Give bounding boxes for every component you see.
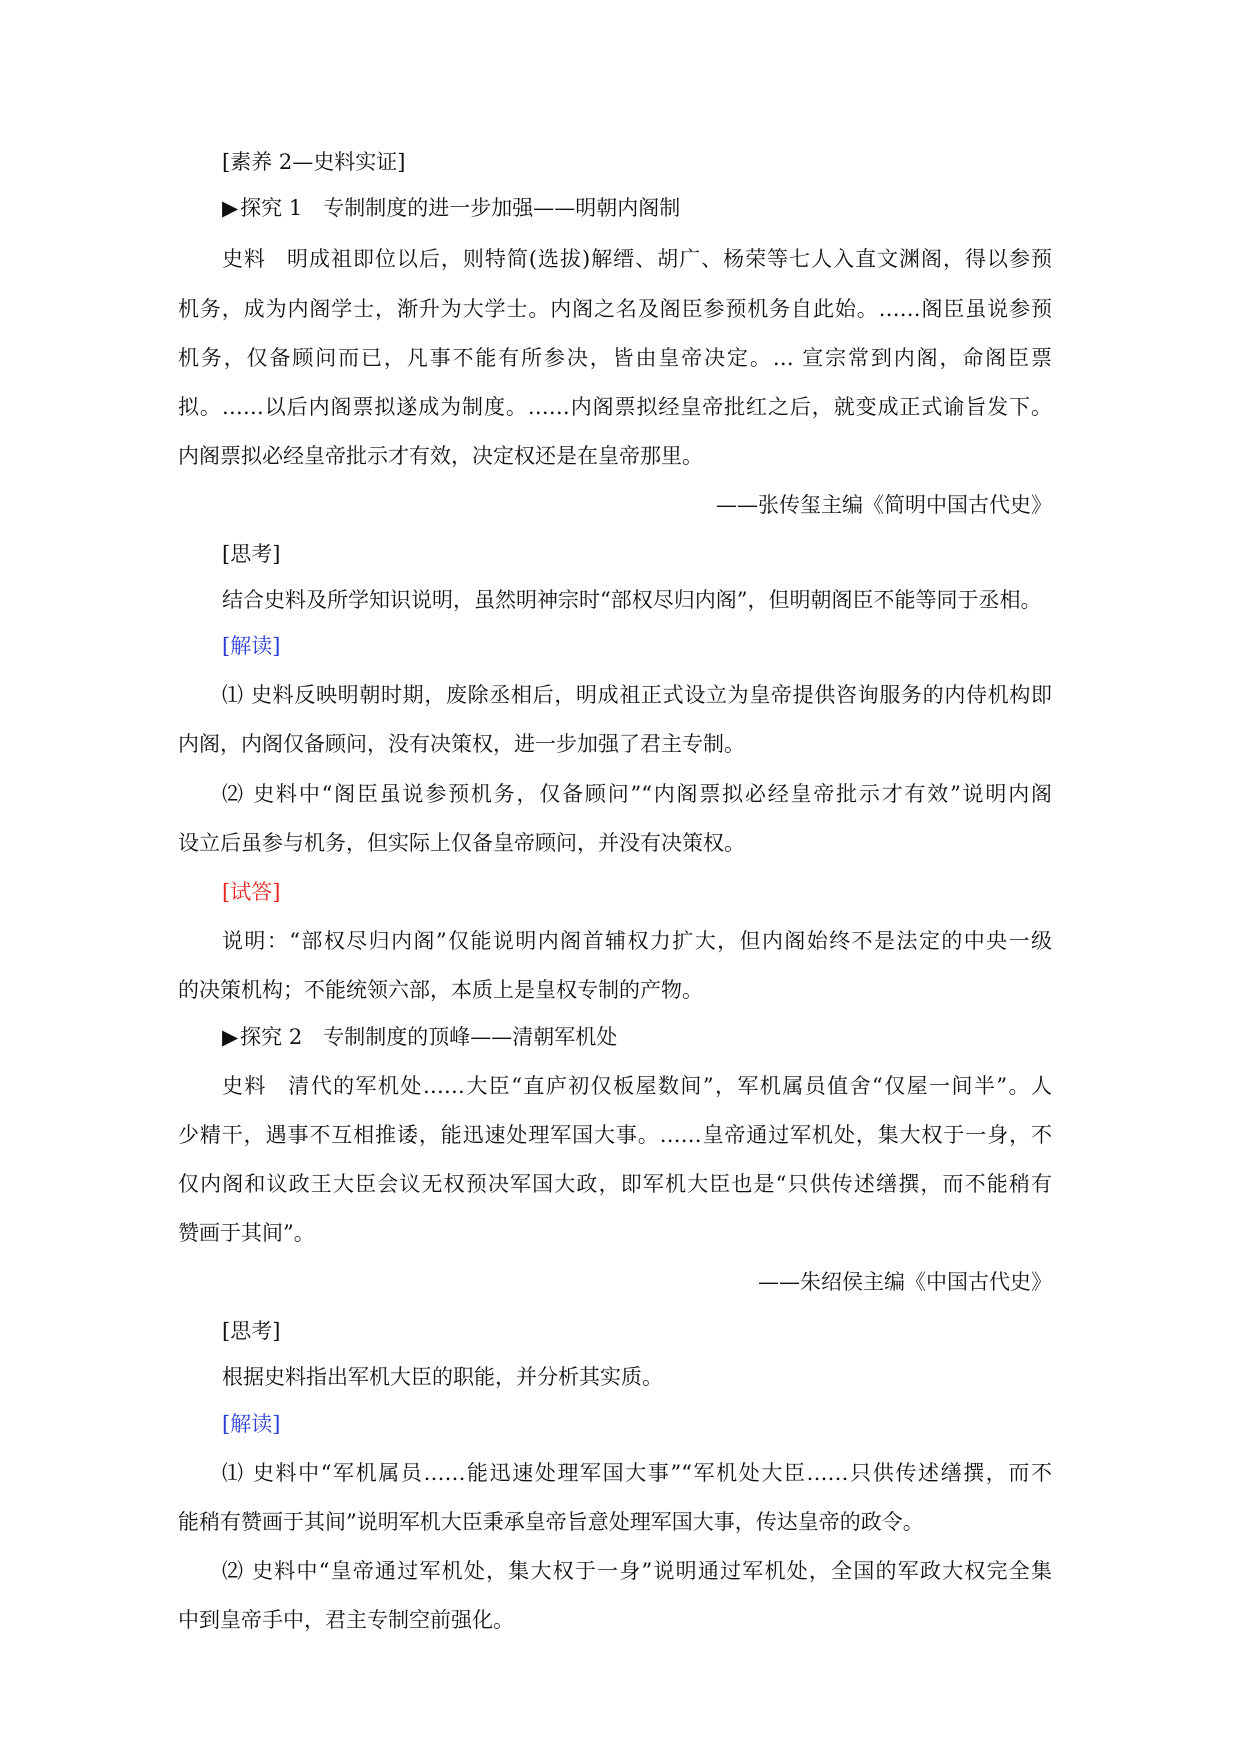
inquiry1-interpret-p2-line-2: 设立后虽参与机务，但实际上仅备皇帝顾问，并没有决策权。 xyxy=(178,831,745,855)
inquiry1-heading xyxy=(222,193,680,223)
inquiry1-source: ——张传玺主编《简明中国古代史》 xyxy=(716,493,1052,517)
inquiry2-source: ——朱绍侯主编《中国古代史》 xyxy=(758,1270,1052,1294)
inquiry2-title: 探究 2 专制制度的顶峰——清朝军机处 xyxy=(240,1025,618,1049)
inquiry2-material-line-1: 史料 清代的军机处……大臣“直庐初仅板屋数间”，军机属员值舍“仅屋一间半”。人 xyxy=(222,1074,1052,1098)
triangle-marker-icon: ▶ xyxy=(222,1025,239,1049)
inquiry2-material-label: 史料 xyxy=(222,1074,267,1098)
inquiry1-answer-line-2: 的决策机构；不能统领六部，本质上是皇权专制的产物。 xyxy=(178,978,703,1002)
inquiry2-interpret-p2-line-1: ⑵ 史料中“皇帝通过军机处，集大权于一身”说明通过军机处，全国的军政大权完全集 xyxy=(222,1559,1052,1583)
inquiry2-material-line-3: 仅内阁和议政王大臣会议无权预决军国大政，即军机大臣也是“只供传述缮撰，而不能稍有 xyxy=(178,1172,1052,1196)
inquiry2-think-text: 根据史料指出军机大臣的职能，并分析其实质。 xyxy=(222,1365,663,1389)
inquiry1-material-line-1: 史料 明成祖即位以后，则特简(选拔)解缙、胡广、杨荣等七人入直文渊阁，得以参预 xyxy=(222,247,1052,271)
inquiry1-interpret-p2-line-1: ⑵ 史料中“阁臣虽说参预机务，仅备顾问”“内阁票拟必经皇帝批示才有效”说明内阁 xyxy=(222,782,1052,806)
inquiry2-interpret-p2-line-2: 中到皇帝手中，君主专制空前强化。 xyxy=(178,1608,514,1632)
inquiry1-material-line-4: 拟。……以后内阁票拟遂成为制度。……内阁票拟经皇帝批红之后，就变成正式谕旨发下。 xyxy=(178,395,1052,419)
inquiry2-heading xyxy=(222,1022,617,1052)
inquiry2-material-line-2: 少精干，遇事不互相推诿，能迅速处理军国大事。……皇帝通过军机处，集大权于一身，不 xyxy=(178,1123,1052,1147)
inquiry1-answer-label: [试答] xyxy=(222,880,281,904)
inquiry2-interpret-label: [解读] xyxy=(222,1412,281,1436)
inquiry2-think-label: [思考] xyxy=(222,1319,281,1343)
inquiry2-interpret-p1-line-2: 能稍有赞画于其间”说明军机大臣秉承皇帝旨意处理军国大事，传达皇帝的政令。 xyxy=(178,1510,924,1534)
inquiry1-material-line-3: 机务，仅备顾问而已，凡事不能有所参决，皆由皇帝决定。… 宣宗常到内阁，命阁臣票 xyxy=(178,346,1052,370)
section-label: [素养 2—史料实证] xyxy=(222,150,406,174)
inquiry1-interpret-p1-line-1: ⑴ 史料反映明朝时期，废除丞相后，明成祖正式设立为皇帝提供咨询服务的内侍机构即 xyxy=(222,683,1052,707)
inquiry1-title: 探究 1 专制制度的进一步加强——明朝内阁制 xyxy=(240,196,681,220)
inquiry1-material-label: 史料 xyxy=(222,247,266,271)
triangle-marker-icon: ▶ xyxy=(222,196,239,220)
inquiry1-interpret-p1-line-2: 内阁，内阁仅备顾问，没有决策权，进一步加强了君主专制。 xyxy=(178,732,745,756)
inquiry1-interpret-label: [解读] xyxy=(222,634,281,658)
inquiry1-material-line-2: 机务，成为内阁学士，渐升为大学士。内阁之名及阁臣参预机务自此始。……阁臣虽说参预 xyxy=(178,297,1052,321)
inquiry1-think-text: 结合史料及所学知识说明，虽然明神宗时“部权尽归内阁”，但明朝阁臣不能等同于丞相。 xyxy=(222,588,1042,612)
inquiry1-answer-line-1: 说明：“部权尽归内阁”仅能说明内阁首辅权力扩大，但内阁始终不是法定的中央一级 xyxy=(222,929,1052,953)
inquiry1-material-line-5: 内阁票拟必经皇帝批示才有效，决定权还是在皇帝那里。 xyxy=(178,444,703,468)
inquiry2-interpret-p1-line-1: ⑴ 史料中“军机属员……能迅速处理军国大事”“军机处大臣……只供传述缮撰，而不 xyxy=(222,1461,1052,1485)
inquiry2-material-line-4: 赞画于其间”。 xyxy=(178,1221,315,1245)
inquiry1-think-label: [思考] xyxy=(222,542,281,566)
